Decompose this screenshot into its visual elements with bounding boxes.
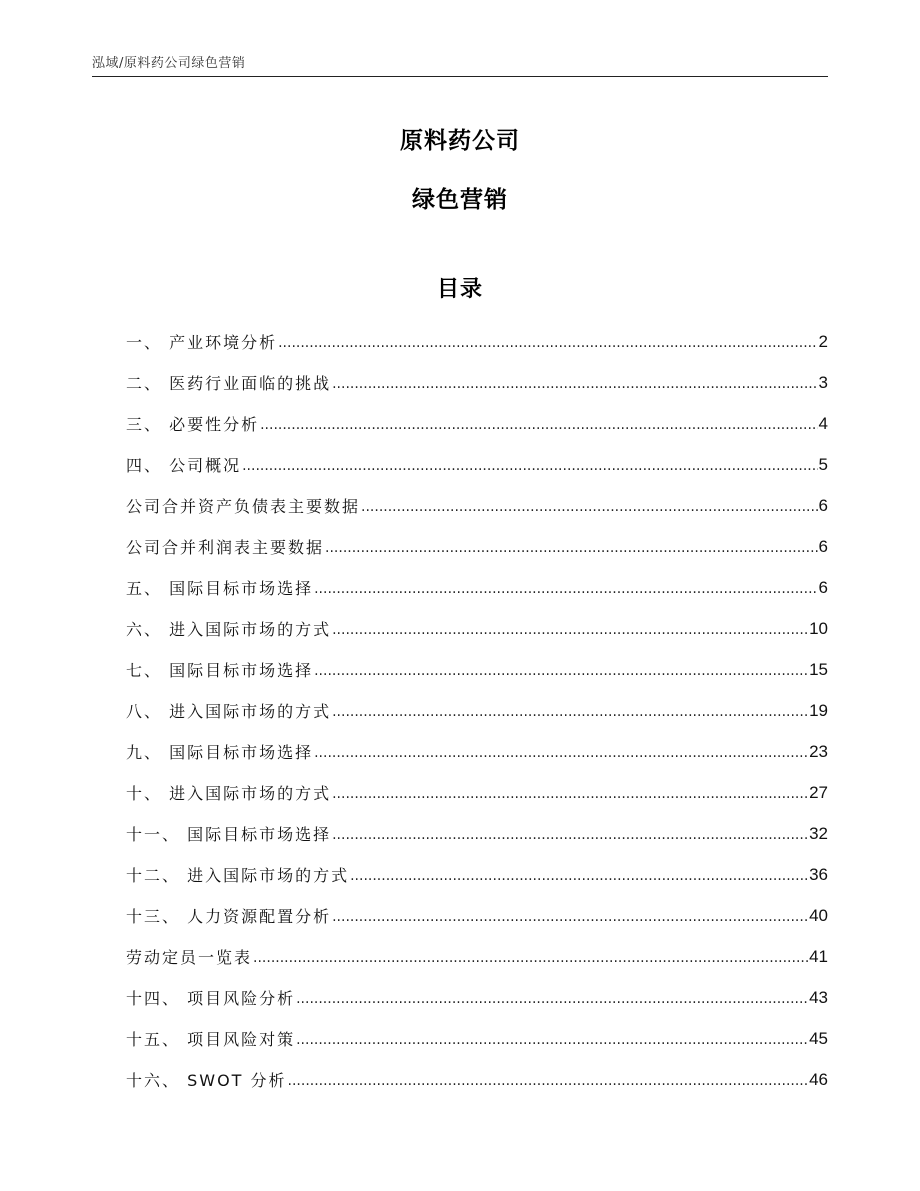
toc-entry-label: 七、 国际目标市场选择 — [126, 661, 314, 680]
toc-entry-page: 36 — [809, 864, 828, 884]
toc-dot-leader — [350, 865, 808, 884]
toc-entry-page: 3 — [818, 372, 828, 392]
toc-entry-page: 5 — [818, 454, 828, 474]
toc-dot-leader — [278, 332, 817, 351]
toc-entry-label: 公司合并利润表主要数据 — [126, 538, 325, 557]
toc-entry-label: 五、 国际目标市场选择 — [126, 579, 314, 598]
toc-dot-leader — [332, 783, 808, 802]
toc-entry-page: 43 — [809, 987, 828, 1007]
toc-entry[interactable] — [126, 936, 828, 977]
toc-heading: 目录 — [436, 277, 483, 302]
toc-dot-leader — [253, 947, 808, 966]
toc-entry[interactable] — [126, 444, 828, 485]
toc-entry[interactable] — [126, 772, 828, 813]
toc-dot-leader — [332, 906, 808, 925]
toc-dot-leader — [314, 742, 808, 761]
toc-entry-page: 27 — [809, 782, 828, 802]
toc-entry[interactable] — [126, 690, 828, 731]
toc-entry[interactable] — [126, 977, 828, 1018]
toc-entry[interactable] — [126, 813, 828, 854]
toc-entry-label: 一、 产业环境分析 — [126, 333, 278, 352]
running-header: 泓域/原料药公司绿色营销 — [92, 56, 246, 71]
toc-entry-label: 公司合并资产负债表主要数据 — [126, 497, 361, 516]
toc-entry-page: 40 — [809, 905, 828, 925]
document-title: 原料药公司 — [400, 128, 520, 154]
toc-entry[interactable] — [126, 485, 828, 526]
toc-dot-leader — [314, 660, 808, 679]
toc-entry-page: 6 — [818, 495, 828, 515]
toc-entry[interactable] — [126, 567, 828, 608]
toc-entry-label: 十一、 国际目标市场选择 — [126, 825, 332, 844]
document-subtitle: 绿色营销 — [412, 187, 508, 213]
toc-entry-label: 三、 必要性分析 — [126, 415, 260, 434]
toc-dot-leader — [296, 988, 808, 1007]
toc-entry-page: 23 — [809, 741, 828, 761]
toc-entry-page: 32 — [809, 823, 828, 843]
toc-entry-page: 2 — [818, 331, 828, 351]
toc-entry-label: 二、 医药行业面临的挑战 — [126, 374, 332, 393]
toc-entry[interactable] — [126, 321, 828, 362]
toc-dot-leader — [242, 455, 817, 474]
toc-entry-label: 六、 进入国际市场的方式 — [126, 620, 332, 639]
toc-entry-page: 10 — [809, 618, 828, 638]
toc-entry[interactable] — [126, 895, 828, 936]
toc-entry[interactable] — [126, 526, 828, 567]
toc-entry[interactable] — [126, 731, 828, 772]
toc-entry[interactable] — [126, 854, 828, 895]
toc-entry-page: 45 — [809, 1028, 828, 1048]
toc-entry[interactable] — [126, 1018, 828, 1059]
toc-dot-leader — [361, 496, 818, 515]
toc-entry-label: 九、 国际目标市场选择 — [126, 743, 314, 762]
toc-dot-leader — [296, 1029, 808, 1048]
toc-entry-page: 19 — [809, 700, 828, 720]
toc-entry-label: 劳动定员一览表 — [126, 948, 253, 967]
toc-dot-leader — [260, 414, 817, 433]
toc-entry-page: 41 — [809, 946, 828, 966]
toc-entry-page: 6 — [818, 536, 828, 556]
toc-entry-page: 15 — [809, 659, 828, 679]
toc-dot-leader — [332, 824, 808, 843]
toc-entry-label: 十、 进入国际市场的方式 — [126, 784, 332, 803]
toc-entry-page: 6 — [818, 577, 828, 597]
table-of-contents — [126, 321, 828, 1100]
toc-entry[interactable] — [126, 608, 828, 649]
header-divider — [92, 76, 828, 77]
toc-entry-page: 4 — [818, 413, 828, 433]
toc-entry-label: 十五、 项目风险对策 — [126, 1030, 296, 1049]
toc-entry[interactable] — [126, 1059, 828, 1100]
toc-entry-label: 十三、 人力资源配置分析 — [126, 907, 332, 926]
toc-dot-leader — [332, 619, 808, 638]
toc-entry[interactable] — [126, 362, 828, 403]
toc-dot-leader — [325, 537, 818, 556]
toc-dot-leader — [288, 1070, 809, 1089]
toc-entry[interactable] — [126, 649, 828, 690]
toc-dot-leader — [332, 373, 817, 392]
toc-dot-leader — [332, 701, 808, 720]
toc-entry-label: 四、 公司概况 — [126, 456, 242, 475]
toc-entry-page: 46 — [809, 1069, 828, 1089]
toc-dot-leader — [314, 578, 817, 597]
toc-entry-label: 十四、 项目风险分析 — [126, 989, 296, 1008]
toc-entry-label: 十二、 进入国际市场的方式 — [126, 866, 350, 885]
toc-entry-label: 八、 进入国际市场的方式 — [126, 702, 332, 721]
toc-entry[interactable] — [126, 403, 828, 444]
toc-entry-label: 十六、 SWOT 分析 — [126, 1071, 287, 1090]
